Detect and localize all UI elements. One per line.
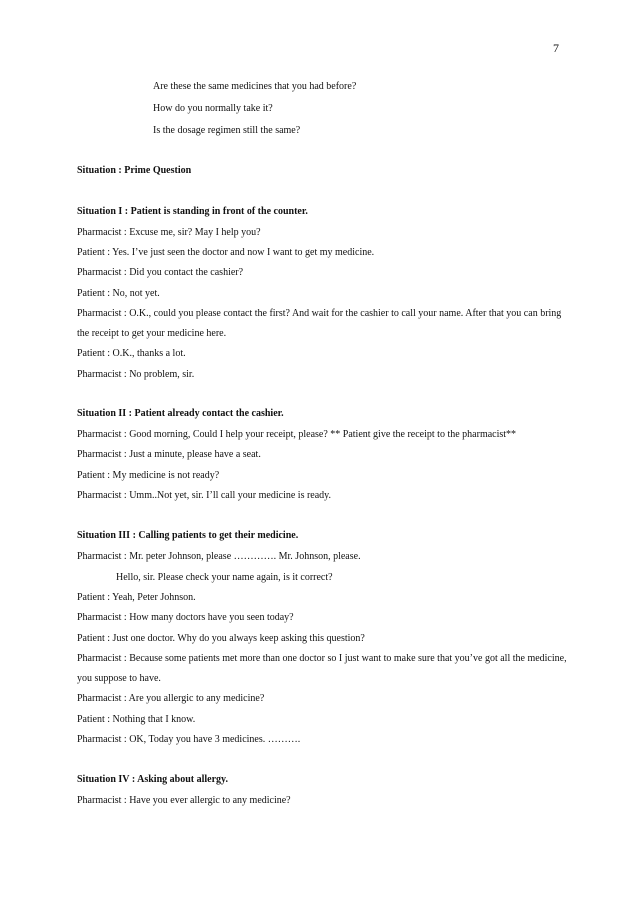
- dialogue-line: Patient : No, not yet.: [77, 288, 160, 299]
- dialogue-line: the receipt to get your medicine here.: [77, 328, 227, 339]
- dialogue-line: Pharmacist : Have you ever allergic to any medicine?: [77, 795, 291, 806]
- dialogue-line: Patient : Yes. I’ve just seen the doctor and now I want to get my medicine.: [77, 247, 375, 258]
- section-heading-situation-4: Situation IV : Asking about allergy.: [77, 774, 228, 785]
- question-line: Are these the same medicines that you had before?: [153, 81, 357, 92]
- dialogue-line: Hello, sir. Please check your name again, is it correct?: [116, 572, 333, 583]
- dialogue-line: Pharmacist : Because some patients met more than one doctor so I just want to make sure that you’ve got all the medicine,: [77, 653, 567, 664]
- page-number: 7: [553, 41, 559, 55]
- dialogue-line: Pharmacist : Mr. peter Johnson, please …………. Mr. Johnson, please.: [77, 551, 361, 562]
- dialogue-line: Patient : O.K., thanks a lot.: [77, 348, 186, 359]
- section-heading-situation-1: Situation I : Patient is standing in front of the counter.: [77, 206, 308, 217]
- dialogue-line: Pharmacist : Just a minute, please have a seat.: [77, 449, 261, 460]
- dialogue-line: Patient : Nothing that I know.: [77, 714, 196, 725]
- dialogue-line: Patient : Yeah, Peter Johnson.: [77, 592, 196, 603]
- section-heading-situation-3: Situation III : Calling patients to get their medicine.: [77, 530, 299, 541]
- section-heading-prime: Situation : Prime Question: [77, 165, 192, 176]
- dialogue-line: Pharmacist : Excuse me, sir? May I help you?: [77, 227, 261, 238]
- dialogue-line: you suppose to have.: [77, 673, 161, 684]
- dialogue-line: Patient : Just one doctor. Why do you always keep asking this question?: [77, 633, 365, 644]
- dialogue-line: Pharmacist : Are you allergic to any medicine?: [77, 693, 265, 704]
- dialogue-line: Patient : My medicine is not ready?: [77, 470, 220, 481]
- dialogue-line: Pharmacist : OK, Today you have 3 medicines. ……….: [77, 734, 301, 745]
- dialogue-line: Pharmacist : Umm..Not yet, sir. I’ll call your medicine is ready.: [77, 490, 332, 501]
- dialogue-line: Pharmacist : O.K., could you please contact the first? And wait for the cashier to call your name. After that you can bring: [77, 308, 562, 319]
- section-heading-situation-2: Situation II : Patient already contact the cashier.: [77, 408, 284, 419]
- dialogue-line: Pharmacist : No problem, sir.: [77, 369, 195, 380]
- dialogue-line: Pharmacist : Did you contact the cashier?: [77, 267, 244, 278]
- dialogue-line: Pharmacist : How many doctors have you seen today?: [77, 612, 294, 623]
- dialogue-line: Pharmacist : Good morning, Could I help your receipt, please? ** Patient give the receipt to the pharmacist**: [77, 429, 517, 440]
- question-line: How do you normally take it?: [153, 103, 273, 114]
- question-line: Is the dosage regimen still the same?: [153, 125, 301, 136]
